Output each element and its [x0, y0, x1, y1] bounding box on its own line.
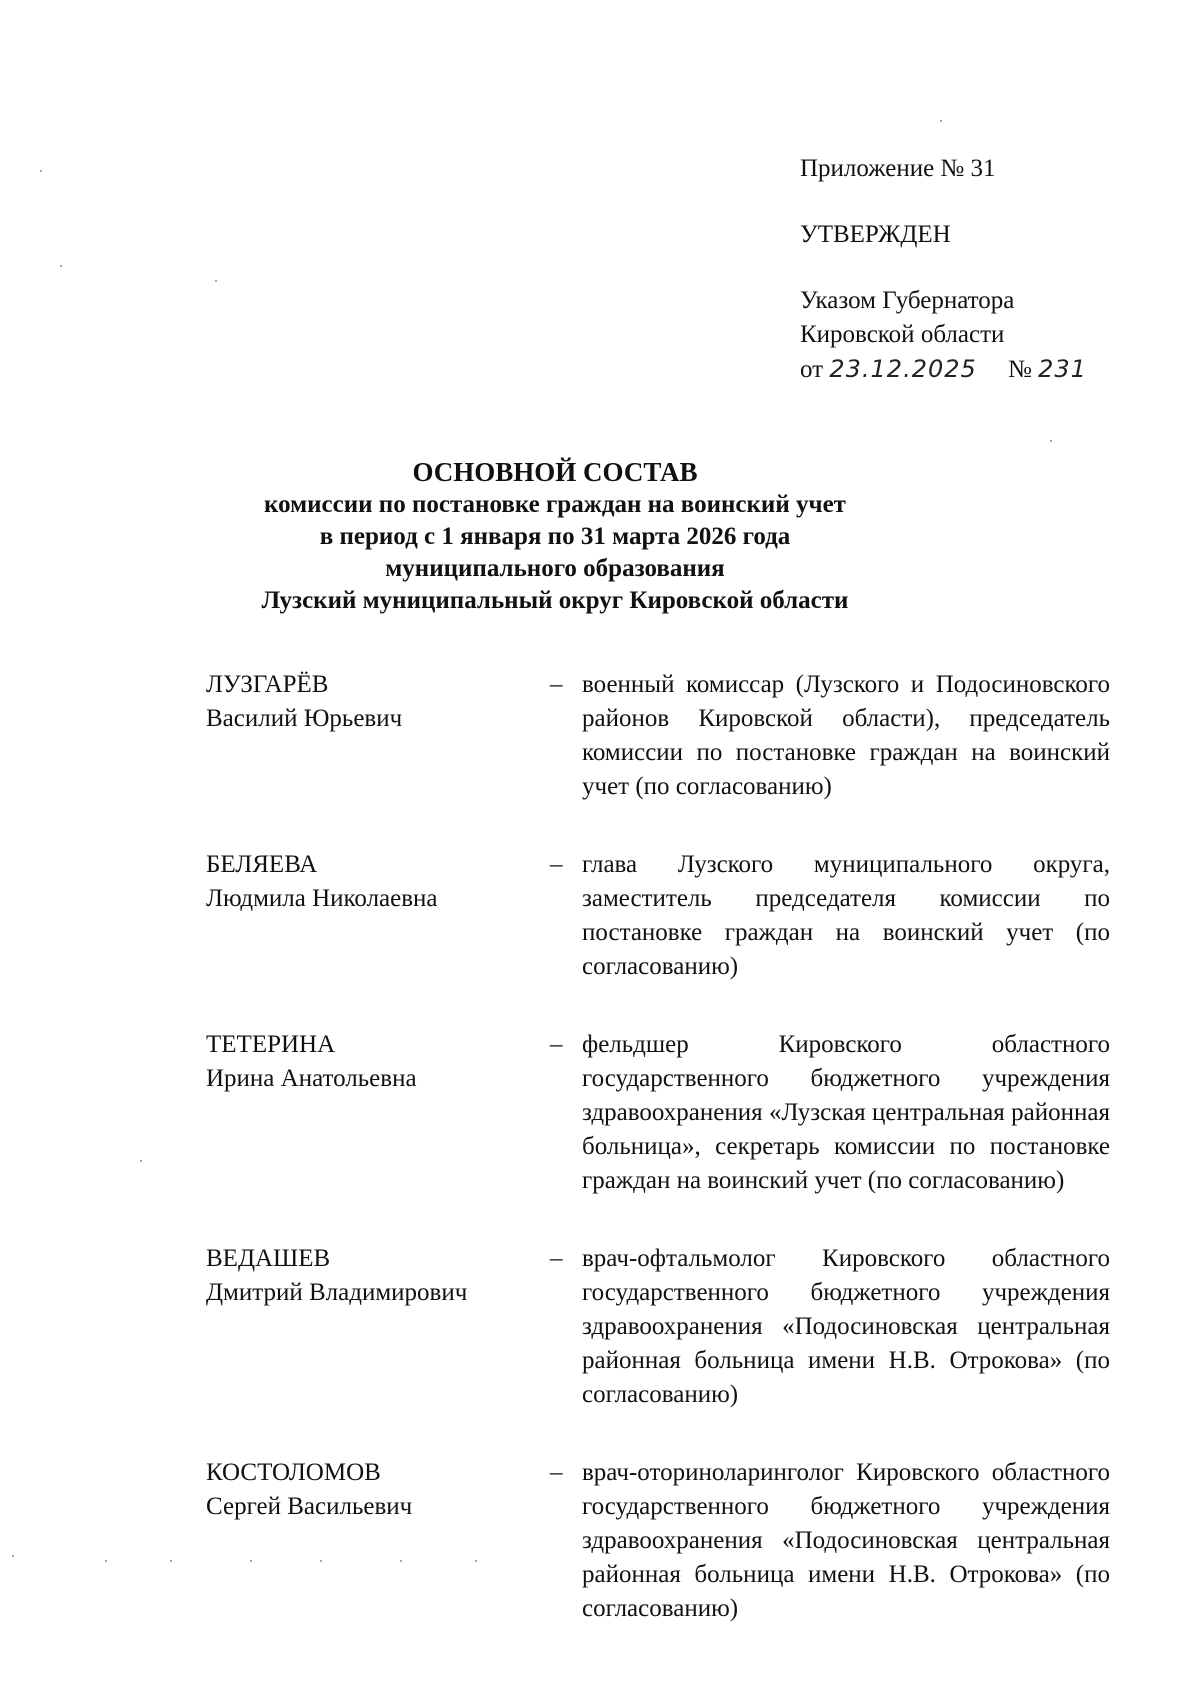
member-role: глава Лузского муниципального округа, заместитель председателя комиссии по постановке граждан на воинский учет (по согласованию): [582, 851, 1110, 980]
member-entry: [206, 1028, 1126, 1198]
member-name: [206, 668, 550, 804]
scan-speck: [215, 280, 217, 282]
member-entry: [206, 668, 1126, 804]
title-line-4: Лузский муниципальный округ Кировской области: [261, 587, 849, 614]
dash-separator: –: [550, 1031, 563, 1058]
member-name: [206, 848, 550, 984]
scan-speck: [250, 1560, 252, 1562]
member-entry: [206, 848, 1126, 984]
title-line-1: комиссии по постановке граждан на воинский учет: [264, 491, 846, 518]
member-given-name: Сергей Васильевич: [206, 1493, 413, 1520]
member-given-name: Людмила Николаевна: [206, 885, 438, 912]
member-role: военный комиссар (Лузского и Подосиновского районов Кировской области), председатель комиссии по постановке граждан на воинский учет (по согласованию): [582, 671, 1110, 800]
member-surname: БЕЛЯЕВА: [206, 851, 318, 878]
scan-speck: [940, 120, 942, 122]
title-line-3: муниципального образования: [385, 555, 725, 582]
member-surname: ВЕДАШЕВ: [206, 1245, 331, 1272]
scan-speck: [12, 1555, 14, 1557]
member-given-name: Ирина Анатольевна: [206, 1065, 417, 1092]
member-name: [206, 1242, 550, 1412]
title-main: ОСНОВНОЙ СОСТАВ: [412, 457, 698, 487]
member-entry: [206, 1242, 1126, 1412]
member-role: фельдшер Кировского областного государственного бюджетного учреждения здравоохранения «Лузская центральная районная больница», секретарь комиссии по постановке граждан на воинский учет (по согласованию): [582, 1031, 1110, 1194]
member-surname: ЛУЗГАРЁВ: [206, 671, 329, 698]
title-line-2: в период с 1 января по 31 марта 2026 года: [319, 523, 791, 550]
dash-separator: –: [550, 671, 563, 698]
document-title: [0, 455, 1110, 617]
decree-date-number: [800, 352, 1160, 387]
scan-speck: [140, 1160, 142, 1162]
scan-speck: [400, 1560, 402, 1562]
handwritten-date: 23.12.2025: [829, 355, 977, 383]
approved-by-line-1: Указом Губернатора: [800, 287, 1015, 314]
dash-separator: –: [550, 851, 563, 878]
member-name: [206, 1456, 550, 1626]
approval-header: [800, 152, 1160, 387]
member-surname: КОСТОЛОМОВ: [206, 1459, 381, 1486]
handwritten-number: 231: [1038, 355, 1087, 383]
scan-speck: [320, 1560, 322, 1562]
scan-speck: [1050, 440, 1052, 442]
member-role: врач-офтальмолог Кировского областного государственного бюджетного учреждения здравоохранения «Подосиновская центральная районная больница имени Н.В. Отрокова» (по согласованию): [582, 1245, 1110, 1408]
member-name: [206, 1028, 550, 1198]
member-given-name: Дмитрий Владимирович: [206, 1279, 468, 1306]
scan-speck: [40, 170, 42, 172]
scan-speck: [105, 1560, 107, 1562]
appendix-number: Приложение № 31: [800, 155, 996, 182]
member-given-name: Василий Юрьевич: [206, 705, 403, 732]
member-surname: ТЕТЕРИНА: [206, 1031, 336, 1058]
approved-by-line-2: Кировской области: [800, 321, 1005, 348]
dash-separator: –: [550, 1245, 563, 1272]
number-prefix: №: [1008, 356, 1032, 383]
approved-label: УТВЕРЖДЕН: [800, 221, 951, 248]
scan-speck: [170, 1560, 172, 1562]
members-list: [206, 668, 1126, 1670]
scan-speck: [475, 1560, 477, 1562]
scan-speck: [60, 265, 62, 267]
dash-separator: –: [550, 1459, 563, 1486]
member-role: врач-оториноларинголог Кировского областного государственного бюджетного учреждения здравоохранения «Подосиновская центральная районная больница имени Н.В. Отрокова» (по согласованию): [582, 1459, 1110, 1622]
from-prefix: от: [800, 356, 824, 383]
member-entry: [206, 1456, 1126, 1626]
